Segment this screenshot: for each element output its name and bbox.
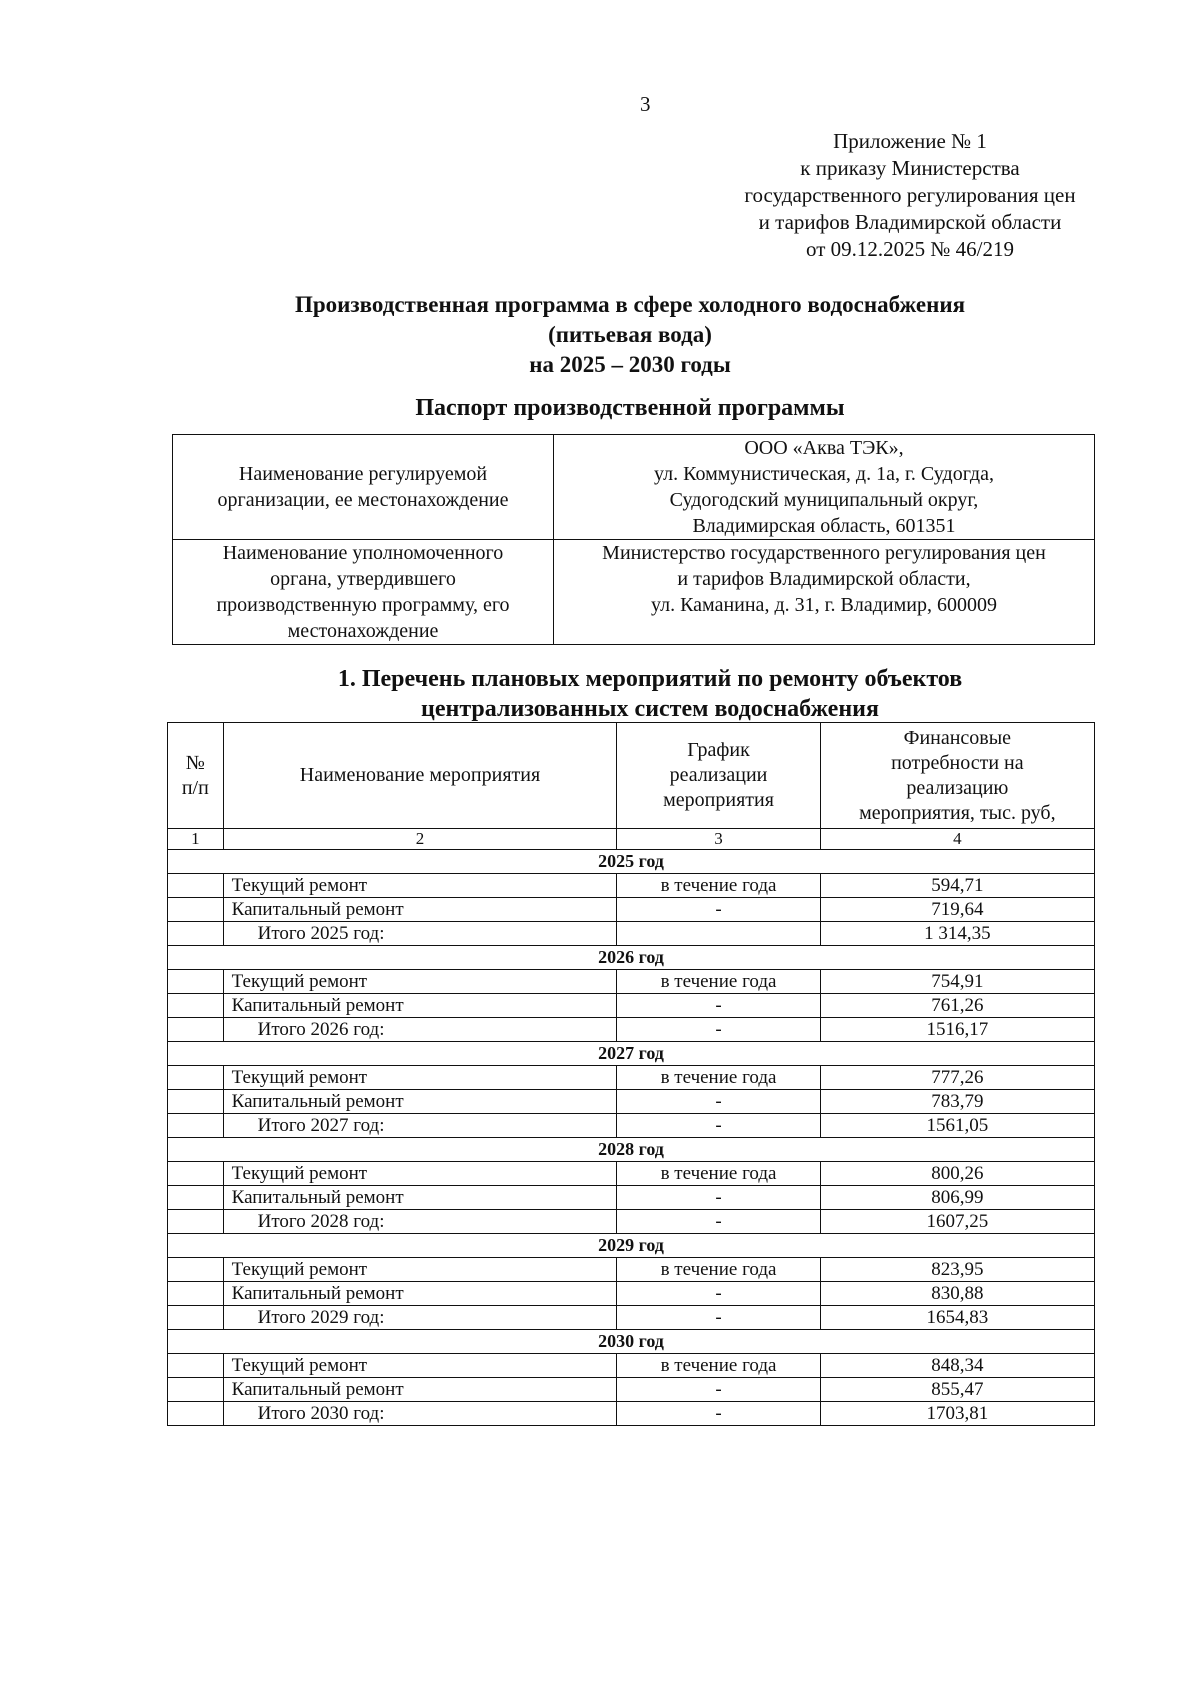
schedule-cell: -	[617, 994, 820, 1018]
event-name-cell: Текущий ремонт	[223, 1354, 617, 1378]
table-row	[168, 1114, 1095, 1138]
event-name-cell: Текущий ремонт	[223, 1066, 617, 1090]
schedule-cell: -	[617, 1114, 820, 1138]
table-row	[168, 970, 1095, 994]
appendix-line: к приказу Министерства	[800, 156, 1020, 180]
header-cell-name: Наименование мероприятия	[223, 723, 617, 829]
header-cell-number	[168, 723, 224, 829]
schedule-cell: -	[617, 1186, 820, 1210]
passport-title: Паспорт производственной программы	[415, 395, 845, 421]
row-number-cell	[168, 1066, 224, 1090]
value-line: и тарифов Владимирской области,	[677, 568, 971, 590]
amount-cell: 855,47	[820, 1378, 1094, 1402]
amount-cell: 806,99	[820, 1186, 1094, 1210]
label-line: Наименование регулируемой	[238, 463, 488, 485]
column-number: 2	[223, 829, 617, 850]
event-name-cell: Капитальный ремонт	[223, 1282, 617, 1306]
value-line: Владимирская область, 601351	[692, 515, 956, 537]
value-line: ул. Каманина, д. 31, г. Владимир, 600009	[651, 594, 997, 616]
year-row	[168, 850, 1095, 874]
table-row	[168, 1306, 1095, 1330]
amount-cell: 1607,25	[820, 1210, 1094, 1234]
table-row	[168, 1090, 1095, 1114]
table-row	[168, 1258, 1095, 1282]
table-row	[168, 874, 1095, 898]
header-line: График	[687, 739, 750, 761]
amount-cell: 719,64	[820, 898, 1094, 922]
schedule-cell: в течение года	[617, 1258, 820, 1282]
column-number-row	[168, 829, 1095, 850]
row-number-cell	[168, 1090, 224, 1114]
section-title-line: 1. Перечень плановых мероприятий по ремонту объектов	[337, 666, 963, 692]
amount-cell: 1703,81	[820, 1402, 1094, 1426]
document-title	[200, 290, 1060, 380]
amount-cell: 830,88	[820, 1282, 1094, 1306]
event-name-cell: Текущий ремонт	[223, 874, 617, 898]
header-line: реализации	[669, 764, 768, 786]
title-line: на 2025 – 2030 годы	[529, 352, 731, 377]
year-label: 2027 год	[168, 1042, 1095, 1066]
row-number-cell	[168, 1378, 224, 1402]
header-line: п/п	[181, 776, 209, 799]
label-line: местонахождение	[287, 620, 439, 642]
year-label: 2028 год	[168, 1138, 1095, 1162]
appendix-line: Приложение № 1	[833, 129, 987, 153]
header-line: мероприятия, тыс. руб,	[859, 801, 1056, 824]
header-cell-amount	[820, 723, 1094, 829]
row-number-cell	[168, 874, 224, 898]
header-line: потребности на	[891, 751, 1024, 774]
column-number: 1	[168, 829, 224, 850]
year-row	[168, 1330, 1095, 1354]
event-name-cell: Текущий ремонт	[223, 1162, 617, 1186]
schedule-cell: -	[617, 1018, 820, 1042]
table-row	[168, 1282, 1095, 1306]
table-row	[168, 1066, 1095, 1090]
passport-table	[172, 434, 1095, 645]
row-number-cell	[168, 1282, 224, 1306]
row-number-cell	[168, 1402, 224, 1426]
row-number-cell	[168, 922, 224, 946]
label-line: производственную программу, его	[216, 594, 510, 616]
schedule-cell: -	[617, 1402, 820, 1426]
passport-row	[173, 540, 1095, 645]
schedule-cell: -	[617, 1090, 820, 1114]
event-name-cell: Капитальный ремонт	[223, 1378, 617, 1402]
header-line: №	[185, 751, 205, 774]
row-number-cell	[168, 1354, 224, 1378]
header-line: реализацию	[906, 776, 1009, 799]
table-row	[168, 922, 1095, 946]
schedule-cell: в течение года	[617, 874, 820, 898]
header-line: Финансовые	[903, 726, 1012, 749]
event-name-cell: Итого 2026 год:	[223, 1018, 617, 1042]
appendix-block	[720, 128, 1100, 263]
schedule-cell: в течение года	[617, 1066, 820, 1090]
event-name-cell: Капитальный ремонт	[223, 1090, 617, 1114]
schedule-cell: -	[617, 1378, 820, 1402]
label-line: Наименование уполномоченного	[222, 542, 504, 564]
passport-value	[554, 540, 1095, 645]
schedule-cell: -	[617, 1210, 820, 1234]
event-name-cell: Текущий ремонт	[223, 970, 617, 994]
years-body	[168, 850, 1095, 1426]
event-name-cell: Капитальный ремонт	[223, 994, 617, 1018]
amount-cell: 1 314,35	[820, 922, 1094, 946]
row-number-cell	[168, 1162, 224, 1186]
column-number: 3	[617, 829, 820, 850]
table-row	[168, 1162, 1095, 1186]
amount-cell: 783,79	[820, 1090, 1094, 1114]
table-row	[168, 1018, 1095, 1042]
table-row	[168, 1210, 1095, 1234]
event-name-cell: Итого 2025 год:	[223, 922, 617, 946]
value-line: Судогодский муниципальный округ,	[669, 489, 979, 511]
event-name-cell: Итого 2028 год:	[223, 1210, 617, 1234]
year-row	[168, 946, 1095, 970]
appendix-line: от 09.12.2025 № 46/219	[805, 237, 1015, 261]
schedule-cell: -	[617, 1306, 820, 1330]
title-line: Производственная программа в сфере холодного водоснабжения	[294, 292, 966, 317]
amount-cell: 1516,17	[820, 1018, 1094, 1042]
amount-cell: 1561,05	[820, 1114, 1094, 1138]
row-number-cell	[168, 1210, 224, 1234]
schedule-cell	[617, 922, 820, 946]
amount-cell: 761,26	[820, 994, 1094, 1018]
row-number-cell	[168, 1306, 224, 1330]
passport-label	[173, 540, 554, 645]
year-label: 2029 год	[168, 1234, 1095, 1258]
row-number-cell	[168, 994, 224, 1018]
row-number-cell	[168, 1018, 224, 1042]
event-name-cell: Итого 2027 год:	[223, 1114, 617, 1138]
value-line: ул. Коммунистическая, д. 1а, г. Судогда,	[654, 463, 994, 485]
year-label: 2026 год	[168, 946, 1095, 970]
schedule-cell: -	[617, 1282, 820, 1306]
amount-cell: 594,71	[820, 874, 1094, 898]
event-name-cell: Итого 2030 год:	[223, 1402, 617, 1426]
header-cell-schedule	[617, 723, 820, 829]
label-line: органа, утвердившего	[270, 568, 456, 590]
event-name-cell: Капитальный ремонт	[223, 1186, 617, 1210]
appendix-line: государственного регулирования цен	[744, 183, 1076, 207]
events-table	[167, 722, 1095, 1426]
event-name-cell: Итого 2029 год:	[223, 1306, 617, 1330]
year-row	[168, 1138, 1095, 1162]
amount-cell: 823,95	[820, 1258, 1094, 1282]
table-row	[168, 1186, 1095, 1210]
header-row	[168, 723, 1095, 829]
appendix-line: и тарифов Владимирской области	[758, 210, 1062, 234]
value-line: ООО «Аква ТЭК»,	[744, 437, 904, 459]
amount-cell: 1654,83	[820, 1306, 1094, 1330]
table-row	[168, 1402, 1095, 1426]
value-line: Министерство государственного регулирования цен	[602, 542, 1046, 564]
section-title-line: централизованных систем водоснабжения	[421, 696, 879, 722]
passport-label	[173, 435, 554, 540]
year-label: 2025 год	[168, 850, 1095, 874]
column-number: 4	[820, 829, 1094, 850]
label-line: организации, ее местонахождение	[217, 489, 509, 511]
page-number: 3	[640, 92, 651, 116]
header-line: мероприятия	[663, 789, 774, 811]
amount-cell: 777,26	[820, 1066, 1094, 1090]
schedule-cell: в течение года	[617, 970, 820, 994]
row-number-cell	[168, 970, 224, 994]
table-row	[168, 898, 1095, 922]
passport-row	[173, 435, 1095, 540]
amount-cell: 754,91	[820, 970, 1094, 994]
schedule-cell: -	[617, 898, 820, 922]
row-number-cell	[168, 1258, 224, 1282]
row-number-cell	[168, 1114, 224, 1138]
amount-cell: 848,34	[820, 1354, 1094, 1378]
amount-cell: 800,26	[820, 1162, 1094, 1186]
row-number-cell	[168, 1186, 224, 1210]
table-row	[168, 1354, 1095, 1378]
schedule-cell: в течение года	[617, 1354, 820, 1378]
year-row	[168, 1042, 1095, 1066]
title-line: (питьевая вода)	[548, 322, 712, 347]
table-row	[168, 994, 1095, 1018]
year-label: 2030 год	[168, 1330, 1095, 1354]
table-row	[168, 1378, 1095, 1402]
schedule-cell: в течение года	[617, 1162, 820, 1186]
row-number-cell	[168, 898, 224, 922]
event-name-cell: Текущий ремонт	[223, 1258, 617, 1282]
section-title	[200, 664, 1100, 724]
year-row	[168, 1234, 1095, 1258]
passport-value	[554, 435, 1095, 540]
event-name-cell: Капитальный ремонт	[223, 898, 617, 922]
